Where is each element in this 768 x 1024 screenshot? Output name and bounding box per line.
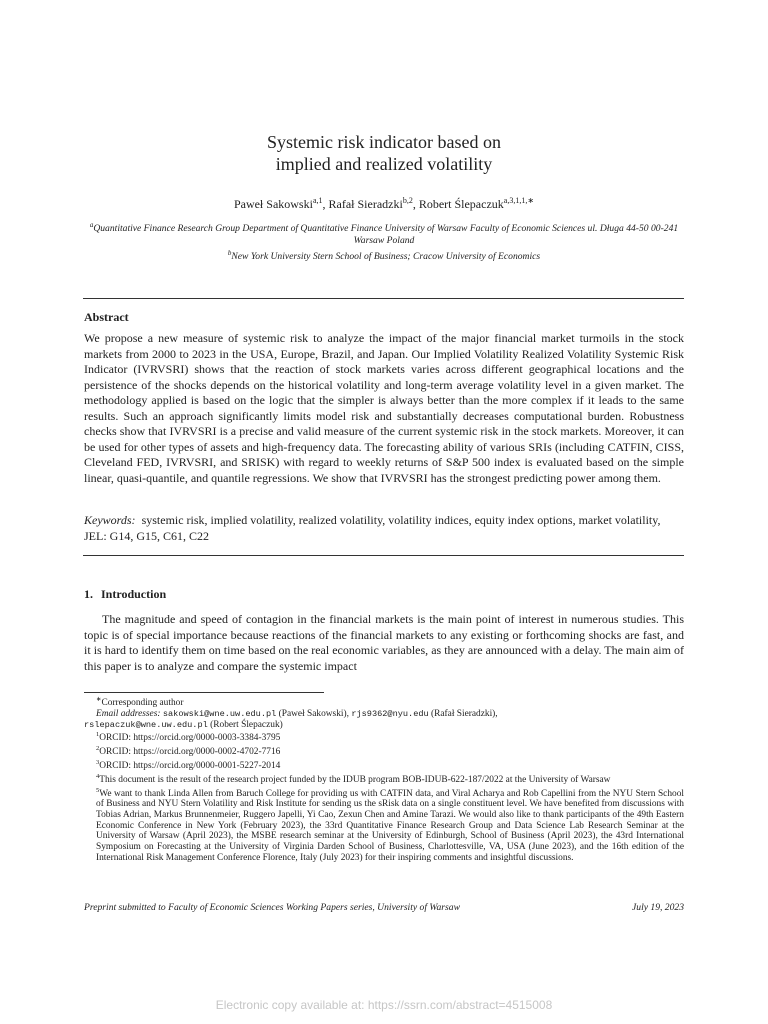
section-heading [84, 587, 166, 602]
footnotes [84, 695, 684, 864]
affiliation-text: New York University Stern School of Business; Cracow University of Economics [231, 251, 541, 263]
author-affiliation-mark: a,1 [312, 196, 323, 205]
affiliation-a [84, 219, 684, 247]
footnote-orcid-3 [84, 758, 684, 772]
author-name: Paweł Sakowski [233, 197, 313, 211]
affiliation-text: Quantitative Finance Research Group Department of Quantitative Finance University of Warsaw Faculty of Economic Sciences ul. Długa 44-50 00-241 Warsaw Poland [93, 223, 679, 247]
section-number: 1. [84, 587, 93, 601]
email-owner: (Rafał Sieradzki), [431, 708, 498, 719]
footnote-emails-cont [84, 720, 684, 731]
email-label: Email addresses: [96, 708, 161, 719]
footnote-rule [84, 692, 324, 693]
orcid-link[interactable]: ORCID: https://orcid.org/0000-0003-3384-3795 [99, 733, 281, 744]
abstract-heading: Abstract [84, 310, 129, 324]
author-list: Paweł Sakowski$^{a,1}$, Rafał Sieradzki$^{b,2}$, Robert Ślepaczuk$^{a,3,1,1,∗}$ [233, 196, 535, 211]
footnote-text: This document is the result of the research project funded by the IDUB program BOB-IDUB-622-187/2022 at the University of Warsaw [99, 774, 611, 785]
footnote-mark: 5 [96, 786, 100, 794]
affiliation-b [84, 247, 684, 263]
keywords [84, 513, 684, 544]
abstract-top-rule [83, 298, 684, 299]
footnote-orcid-2 [84, 744, 684, 758]
ssrn-watermark[interactable]: Electronic copy available at: https://ssrn.com/abstract=4515008 [215, 998, 553, 1012]
footnote-text: We want to thank Linda Allen from Baruch College for providing us with CATFIN data, and Viral Acharya and Rob Capellini from the NYU Stern School of Business and NYU Stern Volatility and Risk Institute for sending us the sRisk data on a single constituent level. We have benefited from discussions with Tobias Adrian, Markus Brunnenmeier, Ruggero Japelli, Yi Cao, Zexun Chen and Amine Tarazi. We would also like to thank participants of the 49th Eastern Economic Conference in New York (February 2023), the 33rd Quantitative Finance Research Group and Data Science Lab Research Seminar at the University of Warsaw (April 2023), the MSBE research seminar at the University of Edinburgh, School of Business (April 2023), the 43rd International Symposium on Forecasting at the University of Virginia Darden School of Business, Charlottesville, VA, USA (June 2023), and the 16th edition of the International Risk Management Conference Florence, Italy (July 2023) for their inspiring comments and insightful discussions. [96, 788, 684, 863]
keywords-label: Keywords: [84, 513, 136, 527]
footnote-corresponding [84, 695, 684, 709]
author-affiliation-mark: a,3,1,1,∗ [503, 196, 535, 205]
email-link[interactable]: sakowski@wne.uw.edu.pl [162, 708, 277, 719]
footnote-orcid-1 [84, 730, 684, 744]
abstract-body: We propose a new measure of systemic risk to analyze the impact of the major financial market turmoils in the stock markets from 2000 to 2023 in the USA, Europe, Brazil, and Japan. Our Implied Volatility Realized Volatility Systemic Risk Indicator (IVRVSRI) shows that the reaction of stock markets varies across different geographical locations and the persistence of the shocks depends on the historical volatility and long-term average volatility level in a given market. The methodology applied is based on the logic that the simpler is always better than the more complex if it leads to the same results. Such an approach significantly limits model risk and substantially decreases computational burden. Robustness checks show that IVRVSRI is a precise and valid measure of the current systemic risk in the stock markets. Moreover, it can be used for other types of assets and high-frequency data. The forecasting ability of various SRIs (including CATFIN, CISS, Cleveland FED, IVRVSRI, and SRISK) with regard to weekly returns of S&P 500 index is evaluated based on the simple linear, quasi-quantile, and quantile regressions. We show that IVRVSRI has the strongest predicting power among them. [84, 331, 684, 485]
author-affiliation-mark: b,2 [402, 196, 413, 205]
orcid-link[interactable]: ORCID: https://orcid.org/0000-0001-5227-2014 [99, 761, 281, 772]
orcid-link[interactable]: ORCID: https://orcid.org/0000-0002-4702-7716 [99, 747, 281, 758]
preprint-date: July 19, 2023 [632, 902, 684, 913]
paper-title [0, 131, 768, 175]
section-title: Introduction [101, 587, 167, 601]
preprint-notice: Preprint submitted to Faculty of Economic Sciences Working Papers series, University of Warsaw [84, 902, 460, 913]
keywords-text: systemic risk, implied volatility, realized volatility, volatility indices, equity index options, market volatility, JEL: G14, G15, C61, C22 [84, 513, 661, 543]
introduction-body: The magnitude and speed of contagion in the financial markets is the main point of interest in numerous studies. This topic is of special importance because reactions of the financial markets to any existing or forthcoming shocks are fast, and it is hard to identify them on time based on the real economic variables, as they are announced with a delay. The main aim of this paper is to analyze and compare the systemic impact [84, 612, 684, 673]
footnote-mark: ∗ [96, 696, 102, 703]
footnote-mark: 1 [96, 731, 100, 739]
abstract-bottom-rule [83, 555, 684, 556]
author-name: Rafał Sieradzki [328, 197, 403, 211]
email-owner: (Paweł Sakowski), [278, 708, 349, 719]
affiliations [84, 219, 684, 263]
author-name: Robert Ślepaczuk [418, 197, 504, 211]
title-line-1: Systemic risk indicator based on [267, 132, 501, 152]
title-line-2: implied and realized volatility [275, 154, 493, 174]
footnote-mark: 2 [96, 745, 100, 753]
email-link[interactable]: rslepaczuk@wne.uw.edu.pl [84, 719, 208, 730]
footnote-acknowledgements [84, 786, 684, 864]
affiliation-mark: a [89, 221, 94, 229]
email-owner: (Robert Ślepaczuk) [210, 719, 283, 730]
footnote-text: Corresponding author [101, 698, 184, 709]
preprint-footer [84, 902, 684, 915]
footnote-emails [84, 709, 684, 720]
footnote-funding [84, 772, 684, 786]
affiliation-mark: b [227, 249, 232, 258]
footnote-mark: 3 [96, 758, 100, 766]
footnote-mark: 4 [96, 772, 100, 780]
email-link[interactable]: rjs9362@nyu.edu [351, 708, 429, 719]
